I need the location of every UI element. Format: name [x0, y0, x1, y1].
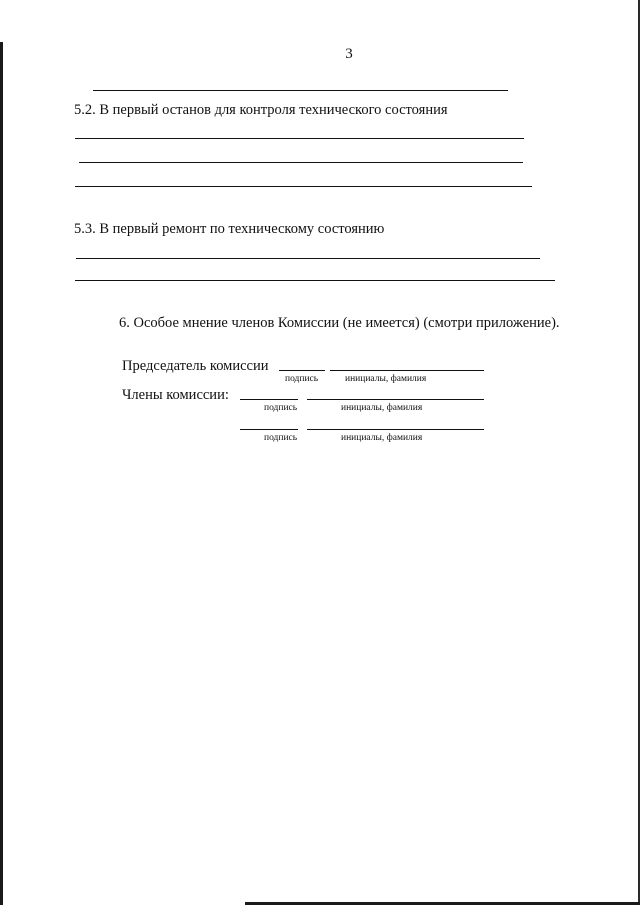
chair-label: Председатель комиссии: [122, 358, 269, 374]
blank-line: [76, 258, 540, 259]
member-1-name-line: [307, 399, 484, 400]
member-2-signature-line: [240, 429, 298, 430]
member-1-signature-caption: подпись: [264, 403, 298, 413]
members-label: Члены комиссии:: [122, 387, 229, 403]
page-number: 3: [345, 46, 353, 62]
blank-line: [93, 90, 508, 91]
section-5-3-text: 5.3. В первый ремонт по техническому состоянию: [74, 221, 385, 237]
member-2-signature-caption: подпись: [264, 433, 298, 443]
section-6-text: 6. Особое мнение членов Комиссии (не имеется) (смотри приложение).: [119, 315, 560, 331]
blank-line: [75, 138, 524, 139]
section-5-2-text: 5.2. В первый останов для контроля технического состояния: [74, 102, 448, 118]
blank-line: [75, 186, 532, 187]
member-2-name-line: [307, 429, 484, 430]
blank-line: [75, 280, 555, 281]
member-1-name-caption: инициалы, фамилия: [341, 403, 423, 413]
blank-line: [79, 162, 523, 163]
chair-signature-line: [279, 370, 325, 371]
scan-edge-left: [0, 42, 3, 905]
chair-signature-caption: подпись: [285, 374, 319, 384]
member-1-signature-line: [240, 399, 298, 400]
chair-name-line: [330, 370, 484, 371]
chair-name-caption: инициалы, фамилия: [345, 374, 427, 384]
member-2-name-caption: инициалы, фамилия: [341, 433, 423, 443]
